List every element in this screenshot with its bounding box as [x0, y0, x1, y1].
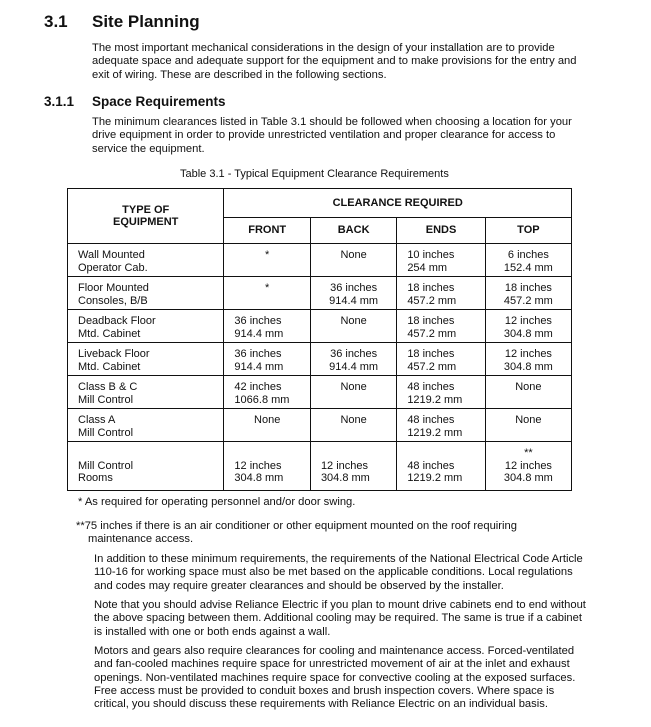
cell-line: *: [265, 282, 270, 294]
ends-cell: [397, 409, 485, 442]
cell-line: 12 inches: [320, 459, 369, 472]
top-cell: [485, 277, 571, 310]
table-row: [68, 277, 572, 310]
cell-line: 42 inches: [234, 381, 282, 393]
column-header-front: FRONT: [224, 218, 311, 244]
cell-line: 304.8 mm: [320, 472, 370, 484]
front-cell: [224, 376, 311, 409]
cell-line: 18 inches: [407, 315, 455, 327]
section-number: 3.1: [44, 12, 68, 31]
cell-line: 10 inches: [407, 249, 455, 261]
cell-line: Deadback Floor: [78, 315, 156, 327]
back-cell: [310, 376, 396, 409]
text-line: In addition to these minimum requirements, the requirements of the National Electrical Code Article: [94, 553, 583, 565]
cell-line: 457.2 mm: [407, 327, 457, 340]
text-line: and fan-cooled machines require space for unrestricted movement of air at the inlet and exhaust: [94, 658, 570, 671]
front-cell: [224, 343, 311, 376]
equipment-type-cell: [68, 310, 224, 343]
table-row: [68, 310, 572, 343]
cell-line: None: [340, 249, 367, 261]
cell-line: None: [340, 315, 367, 327]
cell-line: 152.4 mm: [503, 261, 553, 274]
ends-cell: [397, 310, 485, 343]
cell-line: 6 inches: [507, 249, 549, 261]
cell-line: 12 inches: [504, 459, 552, 472]
ends-cell: [397, 376, 485, 409]
top-cell: [485, 310, 571, 343]
cell-line: 1219.2 mm: [407, 426, 463, 439]
cell-line: Wall Mounted: [78, 249, 145, 261]
back-cell: [310, 310, 396, 343]
equipment-type-cell: [68, 244, 224, 277]
top-cell: [485, 244, 571, 277]
front-cell: [224, 409, 311, 442]
cell-line: None: [340, 381, 367, 393]
cell-line: 457.2 mm: [503, 294, 553, 307]
text-line: exit of wiring. These are described in the following sections.: [92, 68, 387, 81]
text-line: maintenance access.: [88, 533, 194, 546]
table-row: [68, 409, 572, 442]
cell-line: 12 inches: [504, 315, 552, 327]
text-line: Note that you should advise Reliance Electric if you plan to mount drive cabinets end to end without: [94, 599, 586, 611]
header-line: EQUIPMENT: [113, 216, 179, 228]
text-line: critical, you should discuss these requirements with Reliance Electric on an individual basis.: [94, 698, 548, 711]
cell-line: 36 inches: [330, 348, 378, 360]
cell-line: None: [515, 414, 542, 426]
back-cell: [310, 343, 396, 376]
cell-line: 1219.2 mm: [407, 393, 463, 406]
intro-paragraph: [92, 42, 577, 82]
cell-line: 304.8 mm: [503, 472, 553, 484]
front-cell: [224, 310, 311, 343]
cell-line: None: [515, 381, 542, 393]
section-title: Site Planning: [92, 12, 200, 31]
back-cell: [310, 409, 396, 442]
column-header-back: BACK: [310, 218, 396, 244]
equipment-type-cell: [68, 376, 224, 409]
type-header: [68, 189, 224, 244]
cell-line: 914.4 mm: [329, 360, 379, 373]
text-line: adequate space and adequate support for the equipment and to make provisions for the entry and: [92, 55, 577, 68]
cell-line: Operator Cab.: [78, 261, 148, 274]
header-line: TYPE OF: [122, 203, 170, 216]
cell-line: 304.8 mm: [234, 472, 284, 484]
back-cell: [310, 277, 396, 310]
back-cell: [310, 442, 396, 491]
table-row: [68, 442, 572, 491]
column-header-ends: ENDS: [397, 218, 485, 244]
top-cell: [485, 343, 571, 376]
top-cell: [485, 442, 571, 491]
cell-line: 1066.8 mm: [234, 393, 290, 406]
text-line: openings. Non-ventilated machines require space for convective cooling at the exposed surfaces.: [94, 671, 576, 684]
top-cell: [485, 376, 571, 409]
front-cell: [224, 277, 311, 310]
cell-line: Mill Control: [78, 393, 134, 406]
cell-line: 914.4 mm: [329, 294, 379, 307]
cell-line: 48 inches: [407, 381, 455, 393]
table-caption: Table 3.1 - Typical Equipment Clearance Requirements: [180, 168, 449, 180]
footnote-double-asterisk: [76, 520, 517, 547]
equipment-type-cell: [68, 442, 224, 491]
top-cell: [485, 409, 571, 442]
cell-line: Class A: [78, 414, 116, 426]
body-paragraph: [94, 599, 586, 639]
equipment-type-cell: [68, 277, 224, 310]
ends-cell: [397, 277, 485, 310]
front-cell: [224, 244, 311, 277]
cell-line: 1219.2 mm: [407, 472, 463, 484]
cell-line: Consoles, B/B: [78, 294, 148, 307]
clearance-header: CLEARANCE REQUIRED: [224, 189, 572, 218]
cell-line: 18 inches: [504, 282, 552, 294]
front-cell: [224, 442, 311, 491]
table-row: [68, 376, 572, 409]
equipment-type-cell: [68, 409, 224, 442]
subsection-title: Space Requirements: [92, 94, 226, 109]
cell-line: Mill Control: [78, 426, 134, 439]
cell-line: 457.2 mm: [407, 294, 457, 307]
cell-line: 12 inches: [234, 459, 282, 472]
cell-line: *: [265, 249, 270, 261]
cell-line: Class B & C: [78, 381, 138, 393]
footnote-single-asterisk: * As required for operating personnel and/or door swing.: [78, 496, 356, 508]
cell-line: **: [524, 447, 533, 459]
ends-cell: [397, 343, 485, 376]
clearance-table: [67, 188, 572, 491]
text-line: the above spacing between them. Additional cooling may be required. The same is true if a cabinet: [94, 612, 582, 625]
cell-line: Mill Control: [78, 459, 134, 472]
cell-line: Rooms: [78, 472, 113, 484]
cell-line: 48 inches: [407, 414, 455, 426]
column-header-top: TOP: [485, 218, 571, 244]
cell-line: None: [254, 414, 281, 426]
ends-cell: [397, 442, 485, 491]
cell-line: 36 inches: [330, 282, 378, 294]
text-line: drive equipment in order to provide unrestricted ventilation and proper clearance for access to: [92, 129, 556, 142]
cell-line: 36 inches: [234, 315, 282, 327]
cell-line: 48 inches: [407, 459, 455, 472]
cell-line: 254 mm: [407, 261, 448, 274]
ends-cell: [397, 244, 485, 277]
cell-line: 304.8 mm: [503, 360, 553, 373]
text-line: is installed with one or both ends against a wall.: [94, 625, 331, 638]
cell-line: 36 inches: [234, 348, 282, 360]
text-line: and codes may require greater clearances and should be observed by the installer.: [94, 579, 504, 592]
cell-line: 18 inches: [407, 282, 455, 294]
text-line: The minimum clearances listed in Table 3.1 should be followed when choosing a location for your: [92, 116, 572, 128]
cell-line: 12 inches: [504, 348, 552, 360]
equipment-type-cell: [68, 343, 224, 376]
subsection-intro-paragraph: [92, 116, 572, 156]
text-line: 110-16 for working space must also be met based on the applicable conditions. Local regulations: [94, 566, 573, 579]
text-line: service the equipment.: [92, 142, 205, 155]
cell-line: 304.8 mm: [503, 327, 553, 340]
body-paragraph: [94, 553, 583, 593]
back-cell: [310, 244, 396, 277]
text-line: Free access must be provided to conduit boxes and brush inspection covers. Where space is: [94, 684, 555, 697]
cell-line: None: [340, 414, 367, 426]
text-line: **75 inches if there is an air conditioner or other equipment mounted on the roof requiring: [76, 520, 517, 532]
cell-line: Mtd. Cabinet: [78, 327, 141, 340]
cell-line: 914.4 mm: [234, 327, 284, 340]
cell-line: Floor Mounted: [78, 282, 149, 294]
text-line: Motors and gears also require clearances for cooling and maintenance access. Forced-ventilated: [94, 645, 575, 657]
table-row: [68, 244, 572, 277]
subsection-number: 3.1.1: [44, 94, 75, 109]
text-line: The most important mechanical considerations in the design of your installation are to provide: [92, 42, 555, 54]
cell-line: 914.4 mm: [234, 360, 284, 373]
body-paragraph: [94, 645, 575, 711]
cell-line: 457.2 mm: [407, 360, 457, 373]
cell-line: 18 inches: [407, 348, 455, 360]
table-row: [68, 343, 572, 376]
cell-line: Mtd. Cabinet: [78, 360, 141, 373]
cell-line: Liveback Floor: [78, 348, 150, 360]
